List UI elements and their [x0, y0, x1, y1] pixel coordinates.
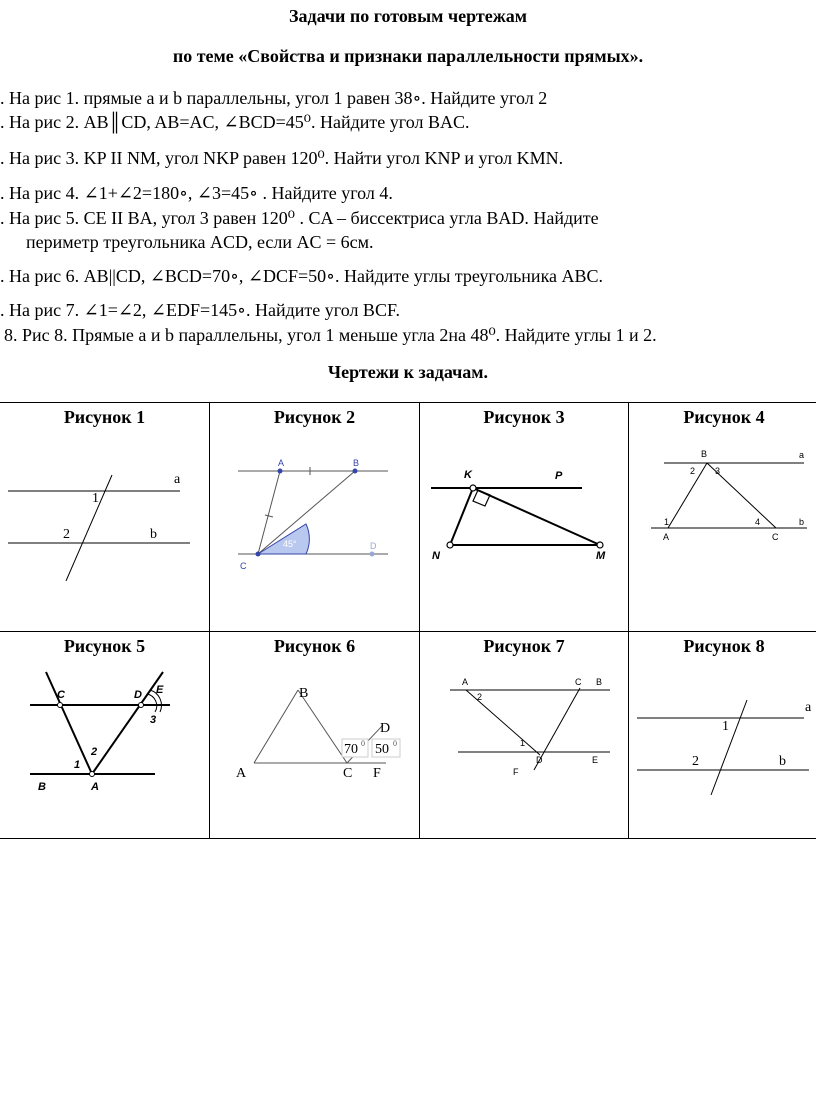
label-c: C [240, 561, 247, 571]
document-title: Задачи по готовым чертежам [288, 6, 528, 26]
label-a: A [91, 781, 99, 793]
label-a: A [236, 766, 247, 781]
figure-cell-6 [210, 632, 420, 839]
label-angle-1: 1 [520, 738, 526, 748]
tick-mark-ac [265, 515, 273, 517]
label-a: A [278, 458, 285, 468]
label-b: b [150, 527, 157, 542]
label-d: D [370, 541, 377, 551]
label-a: a [805, 700, 812, 715]
label-angle-1: 1 [74, 759, 81, 771]
label-m: M [596, 550, 606, 562]
figure-7-drawing [420, 660, 628, 810]
label-angle-3: 3 [150, 714, 157, 726]
label-b: B [353, 458, 360, 468]
label-b: B [299, 686, 309, 701]
figure-cell-5 [0, 632, 210, 839]
figure-cell-2 [210, 403, 420, 632]
point-m [597, 542, 603, 548]
label-b: B [596, 677, 603, 687]
label-angle-1: 1 [92, 491, 99, 506]
degree-mark-50: 0 [393, 739, 397, 748]
label-angle-45: 45° [283, 539, 297, 549]
label-k: K [464, 469, 472, 481]
point-b [353, 469, 358, 474]
angle-3-arc [147, 694, 157, 712]
figure-caption-6: Рисунок 6 [273, 636, 356, 656]
label-n: N [432, 550, 440, 562]
point-k [470, 485, 476, 491]
label-b: b [779, 754, 786, 769]
label-c-point: C [772, 532, 779, 542]
task-1: . На рис 1. прямые a и b параллельны, угол 1 равен 38∘. Найдите угол 2 [0, 88, 548, 108]
label-angle-70: 70 [344, 742, 358, 757]
task-3: . На рис 3. KP II NM, угол NKP равен 120⁰. Найти угол KNP и угол KMN. [0, 148, 564, 168]
figures-row-2 [0, 632, 816, 839]
degree-mark-70: 0 [361, 739, 365, 748]
figures-row-1 [0, 403, 816, 632]
label-angle-50: 50 [375, 742, 389, 757]
task-5: . На рис 5. CE II BA, угол 3 равен 120⁰ . CA – биссектриса угла BAD. Найдите [0, 208, 599, 228]
point-d [370, 552, 375, 557]
label-b-point: B [701, 449, 708, 459]
segment-ca [258, 471, 280, 554]
label-a: A [462, 677, 469, 687]
label-angle-3: 3 [715, 466, 721, 476]
figure-caption-8: Рисунок 8 [683, 636, 765, 656]
figure-caption-7: Рисунок 7 [483, 636, 565, 656]
label-a-point: A [663, 532, 670, 542]
figure-caption-1: Рисунок 1 [63, 407, 146, 427]
figure-2-drawing [210, 431, 419, 581]
label-line-b: b [799, 517, 805, 527]
segment-ca [46, 672, 92, 774]
figure-3-drawing [420, 431, 628, 581]
figures-table [0, 402, 816, 839]
figure-cell-7 [420, 632, 629, 839]
label-d: D [380, 721, 391, 736]
label-angle-4: 4 [755, 517, 761, 527]
label-a: a [174, 472, 181, 487]
task-2: . На рис 2. AB║CD, AB=AC, ∠BCD=45⁰. Найдите угол BAC. [0, 112, 470, 132]
task-4: . На рис 4. ∠1+∠2=180∘, ∠3=45∘ . Найдите угол 4. [0, 183, 393, 203]
figures-section-title: Чертежи к задачам. [327, 362, 489, 382]
label-angle-2: 2 [692, 754, 699, 769]
figure-caption-3: Рисунок 3 [483, 407, 565, 427]
figure-cell-4 [629, 403, 816, 632]
point-c [256, 552, 261, 557]
label-angle-2: 2 [91, 746, 98, 758]
point-d [139, 703, 144, 708]
label-e: E [592, 755, 599, 765]
label-c: C [343, 766, 353, 781]
label-e: E [156, 684, 164, 696]
task-6: . На рис 6. AB||CD, ∠BCD=70∘, ∠DCF=50∘. Найдите углы треугольника ABC. [0, 266, 604, 286]
label-d: D [134, 689, 142, 701]
task-7: . На рис 7. ∠1=∠2, ∠EDF=145∘. Найдите угол BCF. [0, 300, 401, 320]
label-angle-1: 1 [722, 719, 729, 734]
point-a [90, 772, 95, 777]
point-c [58, 703, 63, 708]
figure-5-drawing [0, 660, 209, 810]
segment-ab [254, 690, 298, 763]
task-5-continued: периметр треугольника ACD, если AC = 6см. [26, 232, 374, 252]
figure-cell-3 [420, 403, 629, 632]
figure-8-drawing [629, 660, 816, 810]
figure-1-drawing [0, 431, 209, 581]
figure-caption-4: Рисунок 4 [683, 407, 765, 427]
segment-km [473, 488, 600, 545]
point-a [278, 469, 283, 474]
label-c: C [575, 677, 582, 687]
figure-6-drawing [210, 660, 419, 810]
figure-cell-1 [0, 403, 210, 632]
transversal-line [711, 700, 747, 795]
label-f: F [373, 766, 381, 781]
task-8: 8. Рис 8. Прямые a и b параллельны, угол 1 меньше угла 2на 48⁰. Найдите углы 1 и 2. [4, 325, 657, 345]
point-n [447, 542, 453, 548]
label-angle-2: 2 [63, 527, 70, 542]
label-angle-2: 2 [690, 466, 696, 476]
label-c: C [57, 689, 65, 701]
label-f: F [513, 767, 519, 777]
figure-caption-2: Рисунок 2 [273, 407, 356, 427]
figure-4-drawing [629, 431, 816, 581]
figure-caption-5: Рисунок 5 [63, 636, 146, 656]
label-d: D [536, 755, 543, 765]
label-angle-1: 1 [664, 517, 670, 527]
label-angle-2: 2 [477, 692, 483, 702]
label-line-a: a [799, 450, 805, 460]
segment-ab [668, 463, 707, 528]
label-p: P [555, 470, 563, 482]
document-subtitle: по теме «Свойства и признаки параллельности прямых». [172, 46, 644, 66]
label-b: B [38, 781, 46, 793]
figure-cell-8 [629, 632, 816, 839]
segment-nk [450, 488, 473, 545]
